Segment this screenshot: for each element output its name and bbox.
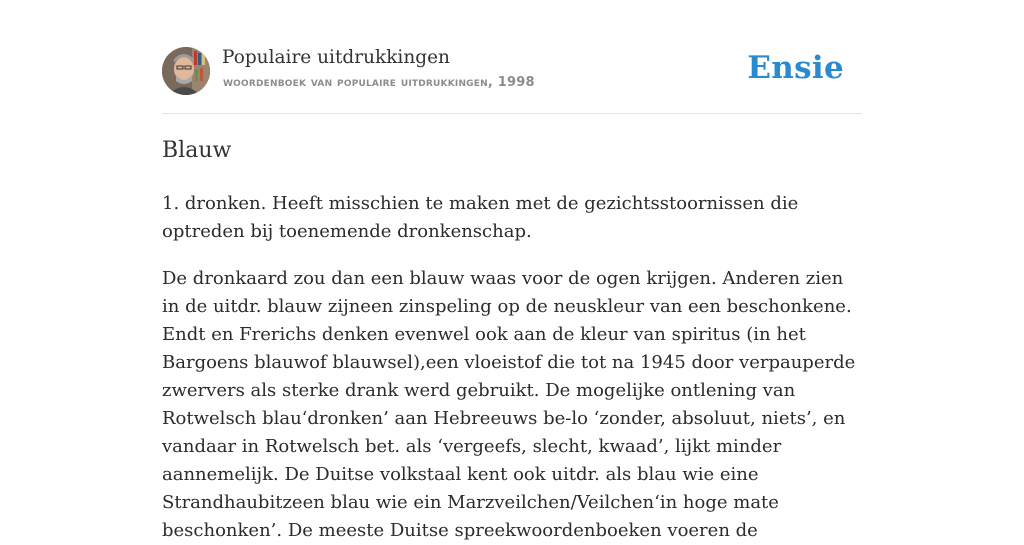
source-title[interactable]: Populaire uitdrukkingen: [222, 47, 450, 68]
source-subtitle: woordenboek van populaire uitdrukkingen, 1998: [223, 75, 535, 90]
entry-paragraph: De dronkaard zou dan een blauw waas voor de ogen krijgen. Anderen zien in de uitdr. blauw zijneen zinspeling op de neuskleur van een beschonkene. Endt en Frerichs denken evenwel ook aan de kleur van spiritus (in het Bargoens blauwof blauwsel),een vloeistof die tot na 1945 door verpauperde zwervers als sterke drank werd gebruikt. De mogelijke ontlening van Rotwelsch blau‘dronken’ aan Hebreeuws be-lo ‘zonder, absoluut, niets’, en vandaar in Rotwelsch bet. als ‘vergeefs, slecht, kwaad’, lijkt minder aannemelijk. De Duitse volkstaal kent ook uitdr. als blau wie eine Strandhaubitzeen blau wie ein Marzveilchen/Veilchen‘in hoge mate beschonken’. De meeste Duitse spreekwoordenboeken voeren de: [162, 268, 856, 541]
header-divider: [162, 113, 862, 114]
source-header: [162, 47, 862, 95]
entry-paragraph: 1. dronken. Heeft misschien te maken met de gezichtsstoornissen die optreden bij toenemende dronkenschap.: [162, 193, 799, 242]
ensie-logo[interactable]: Ensie: [747, 50, 844, 86]
author-avatar[interactable]: [162, 47, 210, 95]
author-portrait-icon: [162, 47, 210, 95]
entry-title: Blauw: [162, 138, 232, 163]
